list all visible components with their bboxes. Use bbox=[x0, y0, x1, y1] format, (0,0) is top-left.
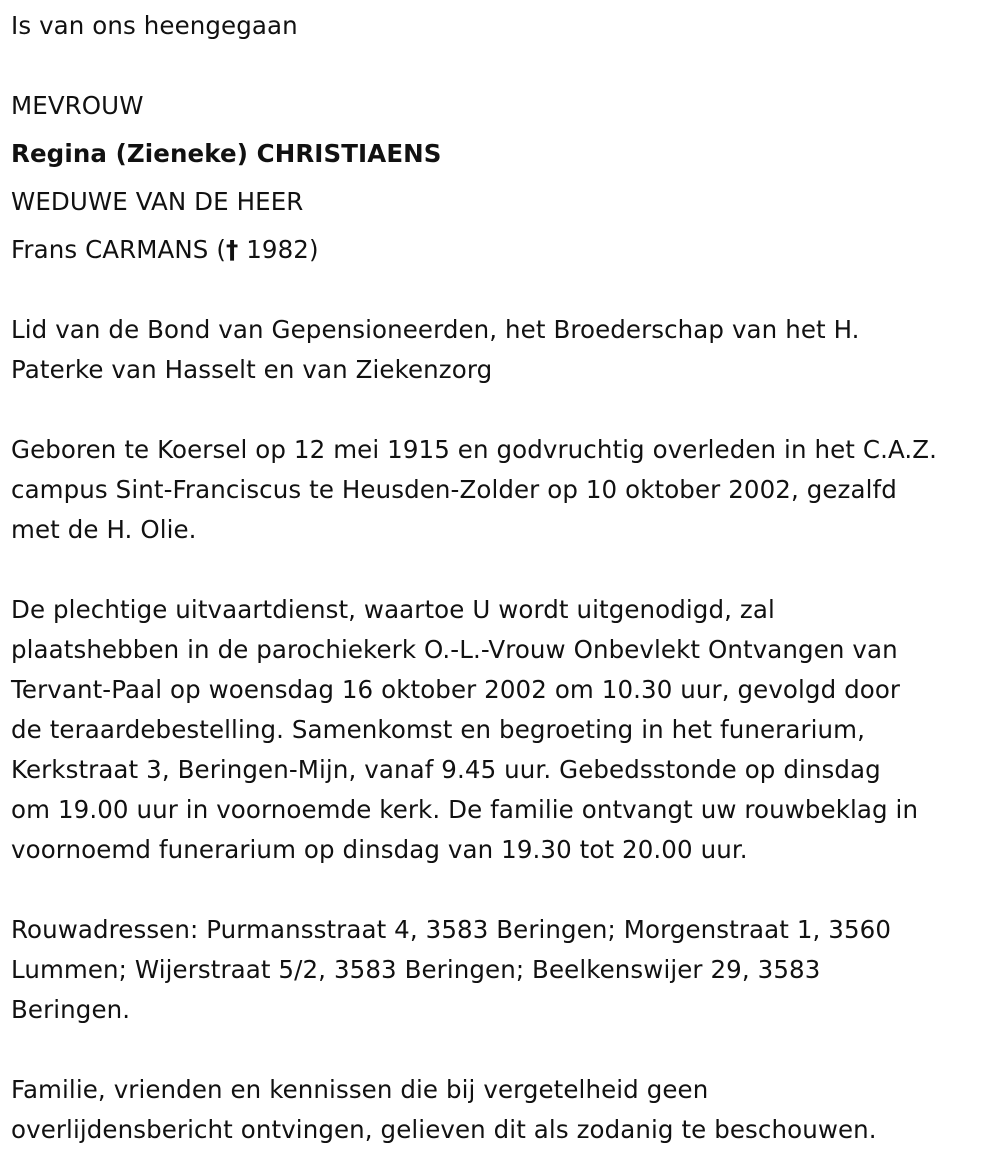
closing-line: overlijdensbericht ontvingen, gelieven dit als zodanig te beschouwen. bbox=[11, 1115, 877, 1144]
service-line: plaatshebben in de parochiekerk O.-L.-Vrouw Onbevlekt Ontvangen van bbox=[11, 635, 898, 664]
title-line: MEVROUW bbox=[11, 91, 144, 120]
intro-line: Is van ons heengegaan bbox=[11, 11, 298, 40]
birth-death-line: Geboren te Koersel op 12 mei 1915 en godvruchtig overleden in het C.A.Z. bbox=[11, 435, 938, 464]
service-line: om 19.00 uur in voornoemde kerk. De familie ontvangt uw rouwbeklag in bbox=[11, 795, 919, 824]
membership-line: Lid van de Bond van Gepensioneerden, het Broederschap van het H. bbox=[11, 315, 860, 344]
spouse-name: Frans CARMANS ( bbox=[11, 235, 226, 264]
service-line: voornoemd funerarium op dinsdag van 19.30 tot 20.00 uur. bbox=[11, 835, 748, 864]
birth-death-line: campus Sint-Franciscus te Heusden-Zolder op 10 oktober 2002, gezalfd bbox=[11, 475, 897, 504]
birth-death-line: met de H. Olie. bbox=[11, 515, 197, 544]
membership-line: Paterke van Hasselt en van Ziekenzorg bbox=[11, 355, 493, 384]
service-line: de teraardebestelling. Samenkomst en begroeting in het funerarium, bbox=[11, 715, 866, 744]
deceased-name: Regina (Zieneke) CHRISTIAENS bbox=[11, 139, 442, 168]
closing-line: Familie, vrienden en kennissen die bij vergetelheid geen bbox=[11, 1075, 709, 1104]
service-line: De plechtige uitvaartdienst, waartoe U wordt uitgenodigd, zal bbox=[11, 595, 775, 624]
spouse-death-year: 1982) bbox=[238, 235, 319, 264]
widow-of-line: WEDUWE VAN DE HEER bbox=[11, 187, 304, 216]
service-line: Kerkstraat 3, Beringen-Mijn, vanaf 9.45 uur. Gebedsstonde op dinsdag bbox=[11, 755, 881, 784]
spouse-line bbox=[11, 230, 319, 270]
cross-icon: † bbox=[226, 235, 239, 264]
addresses-line: Beringen. bbox=[11, 995, 131, 1024]
addresses-line: Lummen; Wijerstraat 5/2, 3583 Beringen; Beelkenswijer 29, 3583 bbox=[11, 955, 821, 984]
service-line: Tervant-Paal op woensdag 16 oktober 2002 om 10.30 uur, gevolgd door bbox=[11, 675, 901, 704]
addresses-line: Rouwadressen: Purmansstraat 4, 3583 Beringen; Morgenstraat 1, 3560 bbox=[11, 915, 892, 944]
